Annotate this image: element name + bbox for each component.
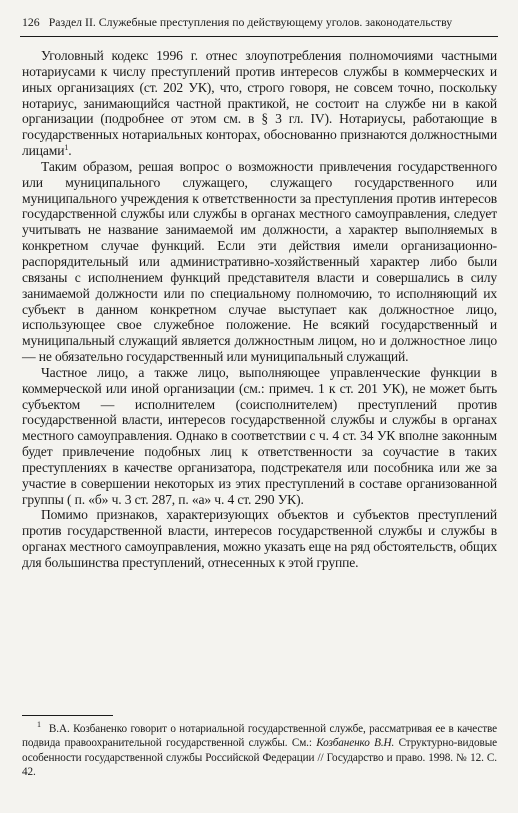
running-header (22, 14, 496, 30)
footnote-cited-author: Козбаненко В.Н. (316, 737, 395, 750)
paragraph-4: Помимо признаков, характеризующих объектов и субъектов преступлений против государственной власти, интересов государственной службы и службы в органах местного самоуправления, можно указать еще на ряд обстоятельств, общих для большинства преступлений, отнесенных к этой группе. (22, 507, 497, 570)
footnote-mark: 1 (37, 720, 41, 729)
running-title: Раздел II. Служебные преступления по действующему уголов. законодательству (48, 15, 453, 29)
paragraph-1-end: . (68, 143, 72, 159)
paragraph-1 (22, 48, 497, 159)
footnote-rule (22, 715, 113, 716)
footnote (22, 722, 497, 780)
footnote-text-after: Структурно-видовые особенности государственной службы Российской Федерации // Государство и право. 1998. № 12. С. 42. (22, 737, 497, 779)
paragraph-2: Таким образом, решая вопрос о возможности привлечения государственного или муниципального служащего, служащего государственного или муниципального учреждения к ответственности за преступления против интересов государственной службы или службы в органах местного самоуправления, следует учитывать не название занимаемой им должности, а характер выполняемых в конкретном случае функций. Если эти действия имели организационно-распорядительный или административно-хозяйственный характер либо были связаны с исполнением функций представителя власти и совершались в силу занимаемой должности или по специальному полномочию, то исполняющий их субъект в данном конкретном случае выступает как должностное лицо, использующее свое служебное положение. Не всякий государственный и муниципальный служащий является должностным лицом, но и должностное лицо — не обязательно государственный или муниципальный служащий. (22, 158, 497, 365)
header-rule (20, 36, 498, 37)
footnote-text-before: В.А. Козбаненко говорит о нотариальной государственной службе, рассматривая ее в качестве подвида правоохранительной государственной службы. См.: (22, 723, 497, 750)
main-text (22, 48, 497, 571)
paragraph-3: Частное лицо, а также лицо, выполняющее управленческие функции в коммерческой или иной организации (см.: примеч. 1 к ст. 201 УК), не может быть субъектом — исполнителем (соисполнителем) преступлений против государственной власти, интересов государственной службы и службы в органах местного самоуправления. Однако в соответствии с ч. 4 ст. 34 УК вполне законным будет привлечение подобных лиц к ответственности за соучастие в таких преступлениях в качестве организатора, подстрекателя или пособника или же за участие в совершении некоторых из этих преступлений в составе организованной группы ( п. «б» ч. 3 ст. 287, п. «а» ч. 4 ст. 290 УК). (22, 364, 497, 507)
footnote-reference: 1 (64, 143, 69, 153)
page-number: 126 (22, 15, 40, 29)
paragraph-1-text: Уголовный кодекс 1996 г. отнес злоупотребления полномочиями частными нотариусами к числу преступлений против интересов службы в коммерческих и иных организациях (ст. 202 УК), что, строго говоря, не совсем точно, поскольку нотариус, занимающийся частной практикой, не состоит на службе ни в какой организации (подробнее от этом см. в § 3 гл. IV). Нотариусы, работающие в государственных нотариальных конторах, обоснованно признаются должностными лицами (22, 48, 497, 159)
